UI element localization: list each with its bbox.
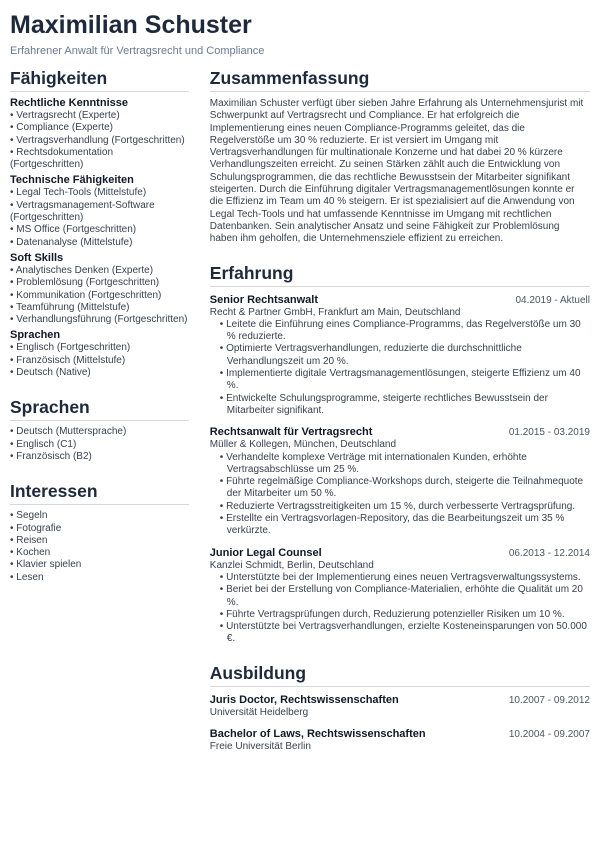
interests-heading: Interessen [10,481,189,505]
job-bullet: • Entwickelte Schulungsprogramme, steigerte rechtliches Bewusstsein der Mitarbeiter signifikant. [210,393,590,418]
interest-item: • Klavier spielen [10,559,189,571]
skills-heading: Fähigkeiten [10,68,189,92]
candidate-subtitle: Erfahrener Anwalt für Vertragsrecht und Compliance [10,45,265,57]
interest-item: • Segeln [10,510,189,522]
skill-item: • Vertragsmanagement-Software (Fortgeschritten) [10,200,189,225]
interest-item: • Kochen [10,547,189,559]
skill-group [10,329,189,379]
education-date: 10.2004 - 09.2007 [508,728,590,740]
job-entry [210,293,590,418]
job-bullet: • Unterstützte bei Vertragsverhandlungen, erzielte Kosteneinsparungen von 50.000 €. [210,621,590,646]
skill-item: • Englisch (Fortgeschritten) [10,342,189,354]
education-degree: Bachelor of Laws, Rechtswissenschaften [209,727,426,740]
skill-group-title: Soft Skills [10,251,64,264]
left-column [10,68,189,753]
education-school: Freie Universität Berlin [209,740,311,752]
interest-item: • Fotografie [10,523,189,535]
education-school: Universität Heidelberg [209,706,309,718]
job-bullet: • Leitete die Einführung eines Compliance-Programms, das Regelverstöße um 30 % reduzierte. [210,319,590,344]
skill-item: • Rechtsdokumentation (Fortgeschritten) [10,147,189,172]
job-company: Müller & Kollegen, München, Deutschland [209,439,397,451]
job-bullet: • Verhandelte komplexe Verträge mit internationalen Kunden, erhöhte Vertragsabschlüsse um 25 %. [210,452,590,477]
skill-item: • Compliance (Experte) [10,122,189,134]
education-date: 10.2007 - 09.2012 [508,694,590,706]
skill-group-title: Technische Fähigkeiten [10,174,134,187]
job-date: 01.2015 - 03.2019 [508,427,590,439]
job-company: Recht & Partner GmbH, Frankfurt am Main, Deutschland [209,306,461,318]
education-heading: Ausbildung [210,663,590,687]
candidate-name: Maximilian Schuster [10,11,252,39]
education-entry [210,693,590,719]
skill-group [10,97,189,171]
job-bullet: • Optimierte Vertragsverhandlungen, reduzierte die durchschnittliche Verhandlungszeit um 20 %. [210,343,590,368]
skill-item: • Legal Tech-Tools (Mittelstufe) [10,187,189,199]
job-bullet: • Führte regelmäßige Compliance-Workshops durch, steigerte die Teilnahmequote der Mitarbeiter um 50 %. [210,476,590,501]
skill-item: • Deutsch (Native) [10,367,189,379]
skill-item: • Französisch (Mittelstufe) [10,355,189,367]
job-company: Kanzlei Schmidt, Berlin, Deutschland [209,559,374,571]
job-entry [210,546,590,646]
job-date: 04.2019 - Aktuell [515,294,590,306]
summary-heading: Zusammenfassung [210,68,590,92]
skill-item: • Analytisches Denken (Experte) [10,265,189,277]
job-title: Rechtsanwalt für Vertragsrecht [209,426,373,439]
job-entry [210,425,590,537]
resume-columns [10,68,590,753]
job-bullet: • Implementierte digitale Vertragsmanagementlösungen, steigerte Effizienz um 40 %. [210,368,590,393]
job-title: Junior Legal Counsel [209,546,322,559]
skill-item: • Vertragsverhandlung (Fortgeschritten) [10,135,189,147]
skill-item: • Verhandlungsführung (Fortgeschritten) [10,314,189,326]
language-item: • Englisch (C1) [10,439,189,451]
skill-item: • Kommunikation (Fortgeschritten) [10,290,189,302]
skill-group [10,252,189,326]
job-bullet: • Führte Vertragsprüfungen durch, Reduzierung potenzieller Risiken um 10 %. [210,609,590,621]
language-item: • Französisch (B2) [10,451,189,463]
skill-item: • MS Office (Fortgeschritten) [10,224,189,236]
skill-item: • Datenanalyse (Mittelstufe) [10,237,189,249]
education-entry [210,727,590,753]
languages-heading: Sprachen [10,397,189,421]
summary-text: Maximilian Schuster verfügt über sieben Jahre Erfahrung als Unternehmensjurist mit Schwerpunkt auf Vertragsrecht und Compliance. Er hat erfolgreich die Implementierung eines neuen Compliance-Programms geleitet, das die Regelverstöße um 30 % reduzierte. Er ist versiert im Umgang mit Vertragsverhandlungen für multinationale Konzerne und hat dabei 20 % kürzere Verhandlungszeiten erreicht. Zu seinen Stärken zählt auch die Entwicklung von Schulungsprogrammen, die das rechtliche Bewusstsein der Mitarbeiter signifikant steigerten. Durch die Einführung digitaler Vertragsmanagementlösungen konnte er die Effizienz im Team um 40 % steigern. Er ist spezialisiert auf die Anwendung von Legal Tech-Tools und hat umfassende Kenntnisse im Umgang mit rechtlichen Datenbanken. Sein analytischer Ansatz und seine Fähigkeit zur Problemlösung haben ihm geholfen, die Unternehmensziele effizient zu erreichen. [209,98,584,245]
job-bullet: • Erstellte ein Vertragsvorlagen-Repository, das die Bearbeitungszeit um 35 % verkürzte. [210,513,590,538]
right-column [210,68,590,753]
job-date: 06.2013 - 12.2014 [508,547,590,559]
skill-item: • Problemlösung (Fortgeschritten) [10,277,189,289]
skill-group [10,174,189,248]
skill-group-title: Sprachen [10,329,61,342]
job-title: Senior Rechtsanwalt [209,293,318,306]
job-bullet: • Reduzierte Vertragsstreitigkeiten um 15 %, durch verbesserte Vertragsprüfung. [210,501,590,513]
job-bullet: • Beriet bei der Erstellung von Compliance-Materialien, erhöhte die Qualität um 20 %. [210,584,590,609]
experience-heading: Erfahrung [210,263,590,287]
interest-item: • Lesen [10,572,189,584]
skill-item: • Teamführung (Mittelstufe) [10,302,189,314]
interest-item: • Reisen [10,535,189,547]
skill-item: • Vertragsrecht (Experte) [10,110,189,122]
education-degree: Juris Doctor, Rechtswissenschaften [209,693,399,706]
language-item: • Deutsch (Muttersprache) [10,426,189,438]
job-bullet: • Unterstützte bei der Implementierung eines neuen Vertragsverwaltungssystems. [210,572,590,584]
skill-group-title: Rechtliche Kenntnisse [10,97,128,109]
